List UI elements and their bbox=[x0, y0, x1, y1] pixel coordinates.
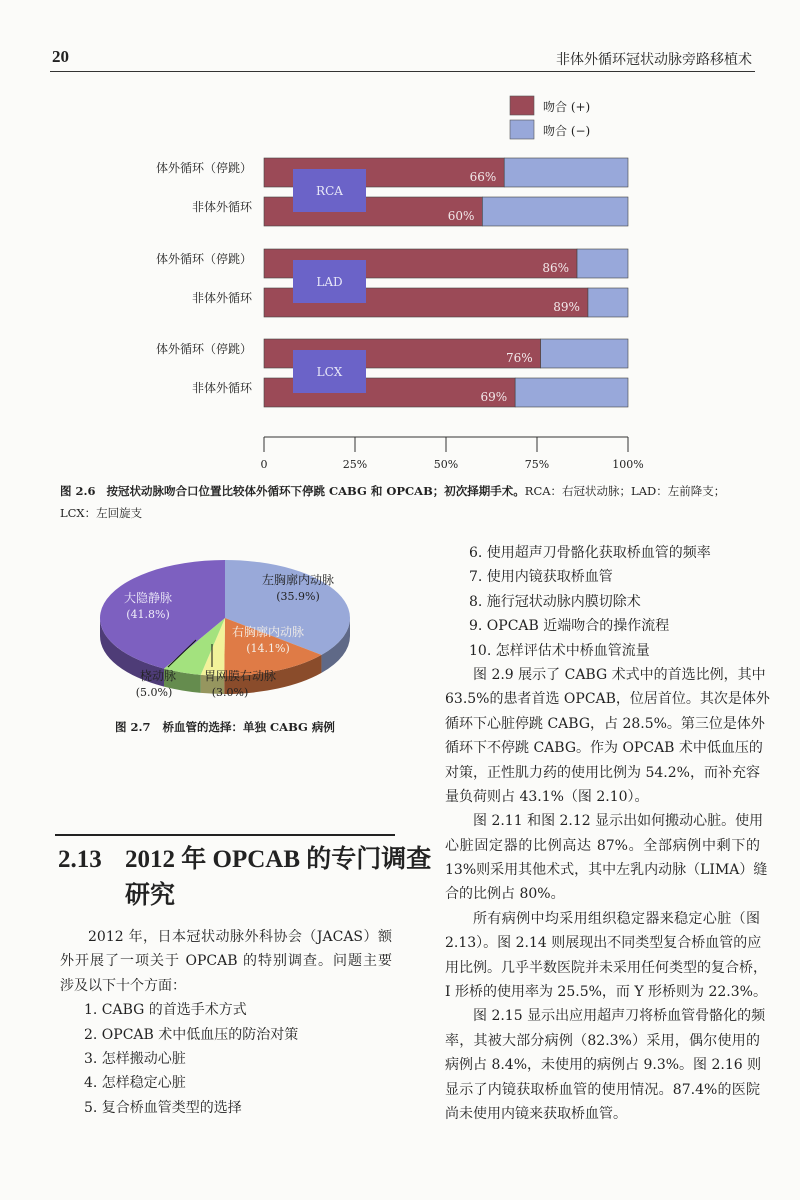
x-tick-label: 100% bbox=[612, 458, 644, 471]
text-line: 所有病例中均采用组织稳定器来稳定心脏（图 bbox=[473, 910, 760, 927]
text-line: 图 2.15 显示出应用超声刀将桥血管骨骼化的频 bbox=[473, 1008, 766, 1025]
text-line: 8. 施行冠状动脉内膜切除术 bbox=[469, 593, 641, 610]
text-line: 对策，正性肌力药的使用比例为 54.2%，而补充容 bbox=[445, 764, 760, 781]
row-label: 非体外循环 bbox=[191, 381, 252, 395]
page-number: 20 bbox=[52, 47, 69, 66]
figure-2-6-caption bbox=[60, 480, 760, 524]
bar-value-label: 86% bbox=[542, 261, 570, 275]
text-line: 2. OPCAB 术中低血压的防治对策 bbox=[84, 1026, 299, 1043]
figure-2-6-bar-chart bbox=[0, 0, 800, 480]
bar-anastomosis-negative bbox=[504, 158, 628, 187]
bar-anastomosis-negative bbox=[482, 197, 628, 226]
legend-swatch bbox=[510, 120, 534, 139]
x-tick-label: 75% bbox=[524, 458, 550, 471]
bar-value-label: 66% bbox=[469, 170, 497, 184]
legend-label: 吻合 (−) bbox=[543, 124, 591, 138]
x-tick-label: 25% bbox=[342, 458, 368, 471]
row-label: 体外循环（停跳） bbox=[155, 252, 252, 266]
row-label: 非体外循环 bbox=[191, 200, 252, 214]
text-line: 10. 怎样评估术中桥血管流量 bbox=[469, 642, 650, 659]
bar-value-label: 76% bbox=[505, 351, 533, 365]
pie-slice-label: 大隐静脉 bbox=[123, 591, 173, 605]
text-line: 6. 使用超声刀骨骼化获取桥血管的频率 bbox=[469, 545, 711, 561]
left-column-text bbox=[60, 925, 392, 1120]
x-tick-label: 50% bbox=[433, 458, 459, 471]
text-line: 9. OPCAB 近端吻合的操作流程 bbox=[469, 618, 670, 635]
row-label: 体外循环（停跳） bbox=[155, 342, 252, 356]
caption-abbrev-text: RCA：右冠状动脉；LAD：左前降支；LCX：左回旋支 bbox=[60, 484, 726, 520]
pie-value-label: (3.0%) bbox=[211, 686, 249, 699]
x-tick-label: 0 bbox=[260, 458, 268, 471]
bar-anastomosis-negative bbox=[577, 249, 628, 278]
pie-slice-label: 桡动脉 bbox=[139, 669, 177, 683]
text-line: 3. 怎样搬动心脏 bbox=[84, 1050, 186, 1067]
text-line: 2012 年，日本冠状动脉外科协会（JACAS）额 bbox=[88, 929, 392, 945]
pie-value-label: (35.9%) bbox=[276, 590, 320, 603]
text-line: 63.5%的患者首选 OPCAB，位居首位。其次是体外 bbox=[445, 691, 770, 708]
row-label: 体外循环（停跳） bbox=[155, 161, 252, 175]
bar-anastomosis-negative bbox=[588, 288, 628, 317]
caption-bold-text: 按冠状动脉吻合口位置比较体外循环下停跳 CABG 和 OPCAB；初次择期手术。 bbox=[106, 484, 525, 498]
text-line: 心脏固定器的比例高达 87%。全部病例中剩下的 bbox=[445, 837, 760, 854]
pie-value-label: (14.1%) bbox=[246, 642, 290, 655]
text-line: 率，其被大部分病例（82.3%）采用，偶尔使用的 bbox=[445, 1032, 760, 1049]
group-label: LCX bbox=[316, 365, 343, 379]
pie-slice-label: 右胸廓内动脉 bbox=[231, 625, 305, 639]
section-heading bbox=[58, 842, 431, 914]
caption-label: 图 2.7 bbox=[115, 720, 151, 734]
figure-2-7-caption bbox=[115, 716, 335, 738]
text-line: 7. 使用内镜获取桥血管 bbox=[469, 569, 613, 586]
section-rule bbox=[55, 834, 395, 836]
text-line: 用比例。几乎半数医院并未采用任何类型的复合桥， bbox=[445, 959, 767, 976]
text-line: 图 2.9 展示了 CABG 术式中的首选比例，其中 bbox=[473, 666, 766, 683]
text-line: 循环下心脏停跳 CABG，占 28.5%。第三位是体外 bbox=[445, 715, 765, 732]
right-column-text bbox=[445, 541, 770, 1126]
legend-label: 吻合 (+) bbox=[543, 100, 591, 114]
text-line: 显示了内镜获取桥血管的使用情况。87.4%的医院 bbox=[445, 1081, 760, 1098]
caption-label: 图 2.6 bbox=[60, 484, 96, 498]
running-title: 非体外循环冠状动脉旁路移植术 bbox=[556, 52, 752, 68]
text-line: 4. 怎样稳定心脏 bbox=[84, 1075, 186, 1092]
caption-text: 桥血管的选择：单独 CABG 病例 bbox=[162, 720, 335, 734]
text-line: 循环下不停跳 CABG。作为 OPCAB 术中低血压的 bbox=[445, 740, 763, 757]
row-label: 非体外循环 bbox=[191, 291, 252, 305]
text-line: 2.13）。图 2.14 则展现出不同类型复合桥血管的应 bbox=[445, 935, 762, 952]
bar-anastomosis-negative bbox=[515, 378, 628, 407]
group-label: LAD bbox=[316, 275, 343, 289]
group-label: RCA bbox=[316, 184, 343, 198]
figure-2-7-pie-chart bbox=[0, 540, 420, 712]
pie-value-label: (41.8%) bbox=[126, 608, 170, 621]
text-line: 病例占 8.4%，未使用的病例占 9.3%。图 2.16 则 bbox=[445, 1057, 762, 1074]
section-title-line2: 研究 bbox=[125, 882, 176, 909]
text-line: 13%则采用其他术式，其中左乳内动脉（LIMA）缝 bbox=[445, 862, 768, 879]
section-number: 2.13 bbox=[58, 846, 102, 873]
text-line: 5. 复合桥血管类型的选择 bbox=[84, 1099, 242, 1116]
pie-slice-label: 左胸廓内动脉 bbox=[261, 573, 335, 587]
text-line: 涉及以下十个方面： bbox=[60, 977, 186, 994]
bar-anastomosis-negative bbox=[541, 339, 628, 368]
text-line: 尚未使用内镜来获取桥血管。 bbox=[445, 1105, 627, 1122]
bar-value-label: 60% bbox=[447, 209, 475, 223]
bar-value-label: 89% bbox=[553, 300, 580, 314]
legend-swatch bbox=[510, 96, 534, 115]
text-line: 图 2.11 和图 2.12 显示出如何搬动心脏。使用 bbox=[473, 813, 764, 830]
pie-slice-label: 胃网膜右动脉 bbox=[203, 669, 277, 683]
pie-value-label: (5.0%) bbox=[135, 686, 173, 699]
text-line: 1. CABG 的首选手术方式 bbox=[84, 1002, 247, 1019]
section-title-line1: 2012 年 OPCAB 的专门调查 bbox=[125, 846, 432, 873]
bar-value-label: 69% bbox=[480, 390, 508, 404]
text-line: I 形桥的使用率为 25.5%，而 Y 形桥则为 22.3%。 bbox=[445, 984, 767, 1001]
text-line: 合的比例占 80%。 bbox=[445, 886, 565, 903]
text-line: 外开展了一项关于 OPCAB 的特别调查。问题主要 bbox=[60, 953, 392, 970]
text-line: 量负荷则占 43.1%（图 2.10）。 bbox=[445, 788, 649, 805]
